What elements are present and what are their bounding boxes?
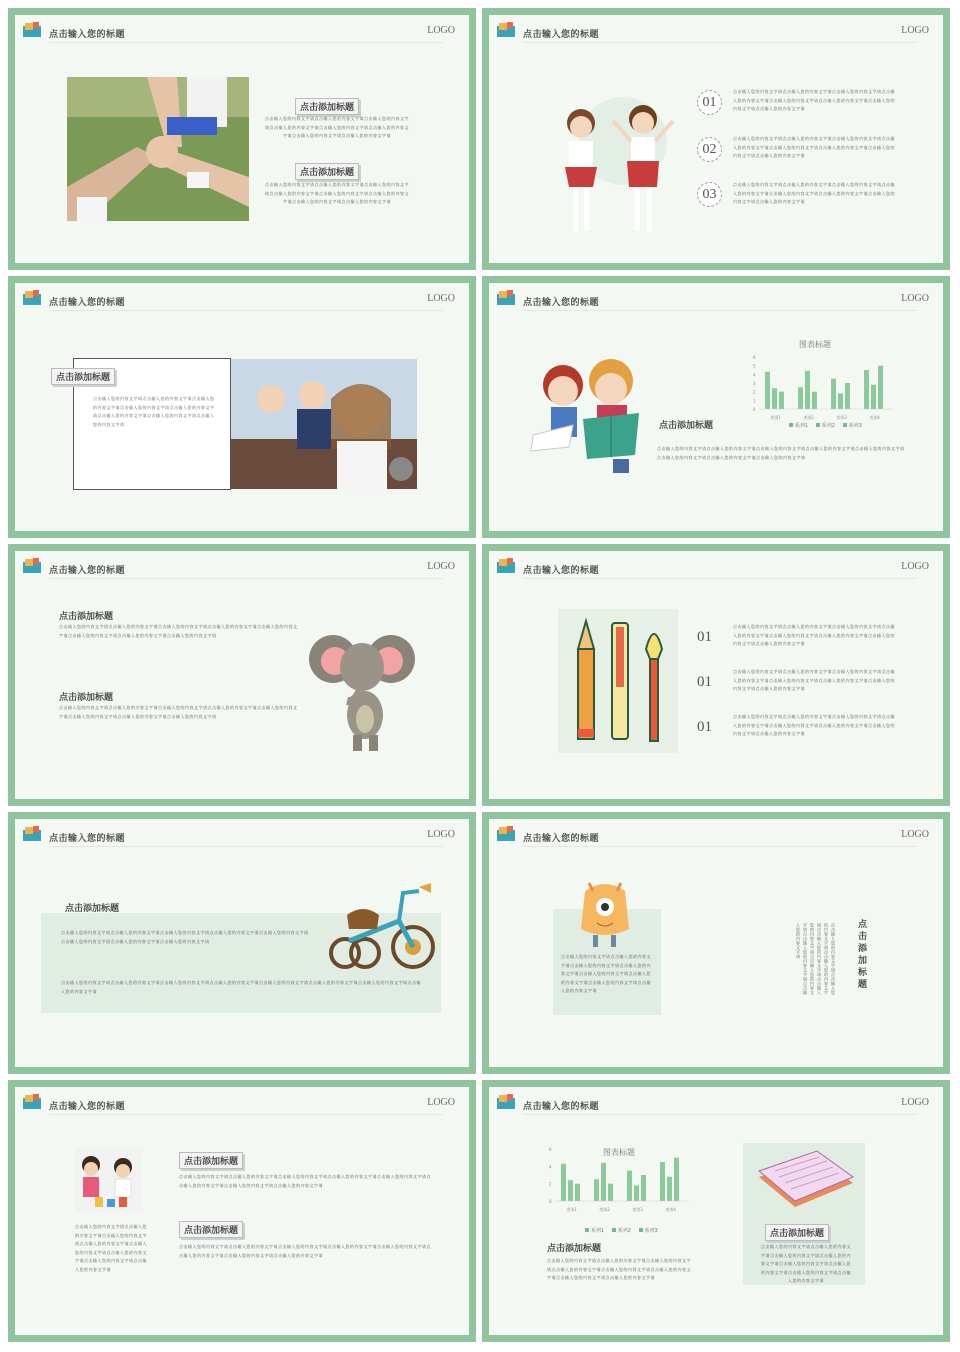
legend-series-2: 系列2 (821, 423, 835, 429)
kids-reading-books-illustration (523, 355, 653, 477)
body-text-side[interactable]: 点击输入您的内容文字请点击输入您的内容文字请点击输入您的内容文字请点击输入您的内容文字请点击输入您的内容文字请点击输入您的内容文字请点击输入您的内容文字请点击输入您的内容文字请 (761, 1244, 851, 1284)
slide-9[interactable] (8, 1080, 476, 1342)
bar-类别1-系列3 (575, 1184, 580, 1201)
tricycle-illustration (319, 881, 437, 971)
y-tick-label: 2 (549, 1181, 552, 1187)
body-text[interactable]: 点击输入您的内容文字请点击输入您的内容文字请点击输入您的内容文字请点击输入您的内容文字请点击输入您的内容文字请点击输入您的内容文字请点击输入您的内容文字请点击输入您的内容文字请 (93, 396, 215, 427)
slide-5[interactable] (8, 544, 476, 806)
logo-text: LOGO (427, 25, 455, 36)
bar-类别3-系列2 (838, 393, 843, 409)
header-divider (49, 1114, 443, 1115)
vertical-body-text[interactable]: 点击输入您的内容文字请点击输入您的内容文字请点击输入您的内容文字请点击输入您的内容文字请点击输入您的内容文字请点击输入您的内容文字请点击输入您的内容文字请点击输入您的内容文字请 (796, 923, 836, 995)
x-tick-label: 类别2 (599, 1207, 610, 1212)
header-divider (49, 578, 443, 579)
body-text[interactable]: 点击输入您的内容文字请点击输入您的内容文字请点击输入您的内容文字请点击输入您的内容文字请点击输入您的内容文字请点击输入您的内容文字请点击输入您的内容文字请点击输入您的内容文字请 (547, 1258, 691, 1281)
book-logo-icon (495, 1092, 517, 1110)
x-tick-label: 类别1 (770, 415, 781, 420)
bar-类别3-系列1 (627, 1171, 632, 1201)
heading-tag-2[interactable]: 点击添加标题 (179, 1221, 243, 1238)
body-text-2[interactable]: 点击输入您的内容文字请点击输入您的内容文字请点击输入您的内容文字请点击输入您的内容文字请点击输入您的内容文字请点击输入您的内容文字请点击输入您的内容文字请点击输入您的内容文字请 (61, 980, 421, 994)
bar-类别3-系列3 (641, 1175, 646, 1201)
y-tick-label: 4 (549, 1164, 552, 1170)
monster-illustration (575, 881, 635, 949)
bar-类别4-系列2 (871, 385, 876, 409)
bar-类别1-系列2 (568, 1180, 573, 1201)
bar-类别4-系列1 (864, 370, 869, 409)
slide-2[interactable] (482, 8, 950, 270)
book-logo-icon (495, 20, 517, 38)
slide-title[interactable]: 点击输入您的标题 (49, 566, 126, 576)
logo-text: LOGO (901, 25, 929, 36)
heading-tag-2[interactable]: 点击添加标题 (295, 163, 359, 180)
item-number-2: 01 (697, 674, 712, 690)
slide-4[interactable] (482, 276, 950, 538)
bar-类别2-系列2 (601, 1163, 606, 1201)
y-tick-label: 6 (549, 1147, 552, 1152)
item-text-3[interactable]: 点击输入您的内容文字请点击输入您的内容文字请点击输入您的内容文字请点击输入您的内容文字请点击输入您的内容文字请点击输入您的内容文字请点击输入您的内容文字请点击输入您的内容文字请 (733, 714, 895, 737)
body-text[interactable]: 点击输入您的内容文字请点击输入您的内容文字请点击输入您的内容文字请点击输入您的内容文字请点击输入您的内容文字请点击输入您的内容文字请点击输入您的内容文字请点击输入您的内容文字请 (561, 954, 651, 994)
slide-title[interactable]: 点击输入您的标题 (523, 834, 600, 844)
heading-tag-1[interactable]: 点击添加标题 (179, 1152, 243, 1169)
legend-series-3: 系列3 (848, 423, 862, 429)
slide-title[interactable]: 点击输入您的标题 (523, 30, 600, 40)
notebook-illustration (755, 1153, 855, 1213)
step-text-2[interactable]: 点击输入您的内容文字请点击输入您的内容文字请点击输入您的内容文字请点击输入您的内容文字请点击输入您的内容文字请点击输入您的内容文字请点击输入您的内容文字请点击输入您的内容文字请 (733, 136, 895, 159)
slide-title[interactable]: 点击输入您的标题 (523, 566, 600, 576)
x-tick-label: 类别4 (869, 415, 880, 420)
bar-类别3-系列1 (831, 379, 836, 409)
chart-svg (745, 353, 895, 423)
section-heading[interactable]: 点击添加标题 (65, 904, 120, 914)
logo-text: LOGO (901, 293, 929, 304)
y-tick-label: 5 (753, 363, 756, 369)
legend-series-1: 系列1 (591, 1228, 605, 1234)
item-text-1[interactable]: 点击输入您的内容文字请点击输入您的内容文字请点击输入您的内容文字请点击输入您的内容文字请点击输入您的内容文字请点击输入您的内容文字请点击输入您的内容文字请点击输入您的内容文字请 (733, 624, 895, 647)
body-text-1[interactable]: 点击输入您的内容文字请点击输入您的内容文字请点击输入您的内容文字请点击输入您的内容文字请点击输入您的内容文字请点击输入您的内容文字请点击输入您的内容文字请点击输入您的内容文字请 (61, 930, 309, 944)
bar-类别2-系列3 (608, 1184, 613, 1201)
step-text-3[interactable]: 点击输入您的内容文字请点击输入您的内容文字请点击输入您的内容文字请点击输入您的内容文字请点击输入您的内容文字请点击输入您的内容文字请点击输入您的内容文字请点击输入您的内容文字请 (733, 182, 895, 205)
section-heading[interactable]: 点击添加标题 (547, 1244, 602, 1254)
x-tick-label: 类别1 (566, 1207, 577, 1212)
slide-8[interactable] (482, 812, 950, 1074)
header-divider (523, 578, 917, 579)
section-heading[interactable]: 点击添加标题 (659, 421, 714, 431)
slide-title[interactable]: 点击输入您的标题 (49, 298, 126, 308)
family-photo (75, 1147, 143, 1213)
bar-类别2-系列2 (805, 371, 810, 409)
slide-title[interactable]: 点击输入您的标题 (49, 30, 126, 40)
vertical-heading[interactable]: 点击添加标题 (856, 919, 866, 991)
book-logo-icon (495, 288, 517, 306)
slide-10[interactable] (482, 1080, 950, 1342)
book-logo-icon (21, 824, 43, 842)
classroom-students-photo (231, 359, 417, 489)
chart-title: 图表标题 (603, 1148, 635, 1157)
pencils-brush-illustration (558, 609, 678, 753)
y-tick-label: 0 (549, 1199, 552, 1204)
two-girls-illustration (551, 91, 691, 241)
step-number-2: 02 (697, 137, 722, 162)
chart-svg (541, 1145, 691, 1215)
slide-title[interactable]: 点击输入您的标题 (523, 1102, 600, 1112)
heading-tag[interactable]: 点击添加标题 (765, 1224, 829, 1241)
slide-title[interactable]: 点击输入您的标题 (49, 834, 126, 844)
body-text-2[interactable]: 点击输入您的内容文字请点击输入您的内容文字请点击输入您的内容文字请点击输入您的内容文字请点击输入您的内容文字请点击输入您的内容文字请点击输入您的内容文字请点击输入您的内容文字请 (179, 1244, 431, 1258)
header-divider (523, 310, 917, 311)
section-heading-1[interactable]: 点击添加标题 (59, 612, 114, 622)
logo-text: LOGO (901, 1097, 929, 1108)
body-text-1[interactable]: 点击输入您的内容文字请点击输入您的内容文字请点击输入您的内容文字请点击输入您的内容文字请点击输入您的内容文字请点击输入您的内容文字请点击输入您的内容文字请点击输入您的内容文字请 (59, 624, 298, 638)
book-logo-icon (495, 556, 517, 574)
bar-类别2-系列1 (594, 1179, 599, 1201)
x-tick-label: 类别4 (665, 1207, 676, 1212)
y-tick-label: 4 (753, 372, 756, 378)
x-tick-label: 类别2 (803, 415, 814, 420)
slide-7[interactable] (8, 812, 476, 1074)
bar-类别4-系列3 (878, 366, 883, 409)
y-tick-label: 6 (753, 355, 756, 360)
slide-1[interactable] (8, 8, 476, 270)
bar-类别1-系列1 (561, 1164, 566, 1201)
y-tick-label: 2 (753, 389, 756, 395)
book-logo-icon (21, 1092, 43, 1110)
body-text-2[interactable]: 点击输入您的内容文字请点击输入您的内容文字请点击输入您的内容文字请点击输入您的内容文字请点击输入您的内容文字请点击输入您的内容文字请点击输入您的内容文字请点击输入您的内容文字请 (265, 182, 409, 205)
step-number-3: 03 (697, 182, 722, 207)
slide-3[interactable] (8, 276, 476, 538)
book-logo-icon (21, 556, 43, 574)
header-divider (523, 846, 917, 847)
legend-series-2: 系列2 (617, 1228, 631, 1234)
header-divider (523, 42, 917, 43)
body-text-2[interactable]: 点击输入您的内容文字请点击输入您的内容文字请点击输入您的内容文字请点击输入您的内容文字请点击输入您的内容文字请点击输入您的内容文字请点击输入您的内容文字请点击输入您的内容文字请 (59, 705, 298, 719)
chart-legend (585, 1227, 664, 1234)
header-divider (523, 1114, 917, 1115)
bar-类别4-系列2 (667, 1177, 672, 1201)
book-logo-icon (495, 824, 517, 842)
item-number-3: 01 (697, 719, 712, 735)
chart-title: 图表标题 (799, 340, 831, 349)
slide-title[interactable]: 点击输入您的标题 (49, 1102, 126, 1112)
header-divider (49, 42, 443, 43)
slide-title[interactable]: 点击输入您的标题 (523, 298, 600, 308)
bar-类别1-系列1 (765, 372, 770, 409)
bar-类别1-系列2 (772, 388, 777, 409)
logo-text: LOGO (427, 561, 455, 572)
bar-chart (541, 1145, 691, 1215)
bar-类别4-系列3 (674, 1158, 679, 1201)
step-number-1: 01 (697, 90, 722, 115)
y-tick-label: 3 (753, 381, 756, 386)
slide-6[interactable] (482, 544, 950, 806)
chart-legend (789, 422, 868, 429)
y-tick-label: 1 (753, 398, 756, 404)
legend-series-3: 系列3 (644, 1228, 658, 1234)
x-tick-label: 类别3 (836, 415, 847, 420)
hands-together-photo (67, 77, 249, 221)
header-divider (49, 310, 443, 311)
bar-类别3-系列3 (845, 383, 850, 409)
step-text-1[interactable]: 点击输入您的内容文字请点击输入您的内容文字请点击输入您的内容文字请点击输入您的内容文字请点击输入您的内容文字请点击输入您的内容文字请点击输入您的内容文字请点击输入您的内容文字请 (733, 89, 895, 112)
bar-类别4-系列1 (660, 1162, 665, 1201)
book-logo-icon (21, 20, 43, 38)
side-body-text[interactable]: 点击输入您的内容文字请点击输入您的内容文字请点击输入您的内容文字请点击输入您的内容文字请点击输入您的内容文字请点击输入您的内容文字请点击输入您的内容文字请点击输入您的内容文字请 (75, 1224, 147, 1272)
bar-类别2-系列1 (798, 387, 803, 409)
heading-tag[interactable]: 点击添加标题 (51, 368, 115, 385)
section-heading-2[interactable]: 点击添加标题 (59, 693, 114, 703)
logo-text: LOGO (427, 829, 455, 840)
header-divider (49, 846, 443, 847)
bar-类别1-系列3 (779, 392, 784, 409)
logo-text: LOGO (427, 1097, 455, 1108)
legend-series-1: 系列1 (795, 423, 809, 429)
bar-类别2-系列3 (812, 392, 817, 409)
logo-text: LOGO (901, 561, 929, 572)
elephant-illustration (307, 623, 417, 753)
body-text-1[interactable]: 点击输入您的内容文字请点击输入您的内容文字请点击输入您的内容文字请点击输入您的内容文字请点击输入您的内容文字请点击输入您的内容文字请点击输入您的内容文字请点击输入您的内容文字请 (179, 1174, 431, 1188)
bar-chart (745, 353, 895, 423)
book-logo-icon (21, 288, 43, 306)
logo-text: LOGO (901, 829, 929, 840)
bar-类别3-系列2 (634, 1185, 639, 1201)
body-text-1[interactable]: 点击输入您的内容文字请点击输入您的内容文字请点击输入您的内容文字请点击输入您的内容文字请点击输入您的内容文字请点击输入您的内容文字请点击输入您的内容文字请点击输入您的内容文字请 (265, 116, 409, 139)
y-tick-label: 0 (753, 407, 756, 412)
item-number-1: 01 (697, 629, 712, 645)
x-tick-label: 类别3 (632, 1207, 643, 1212)
body-text[interactable]: 点击输入您的内容文字请点击输入您的内容文字请点击输入您的内容文字请点击输入您的内容文字请点击输入您的内容文字请点击输入您的内容文字请点击输入您的内容文字请点击输入您的内容文字请 (657, 446, 905, 460)
item-text-2[interactable]: 点击输入您的内容文字请点击输入您的内容文字请点击输入您的内容文字请点击输入您的内容文字请点击输入您的内容文字请点击输入您的内容文字请点击输入您的内容文字请点击输入您的内容文字请 (733, 669, 895, 692)
heading-tag-1[interactable]: 点击添加标题 (295, 98, 359, 115)
logo-text: LOGO (427, 293, 455, 304)
